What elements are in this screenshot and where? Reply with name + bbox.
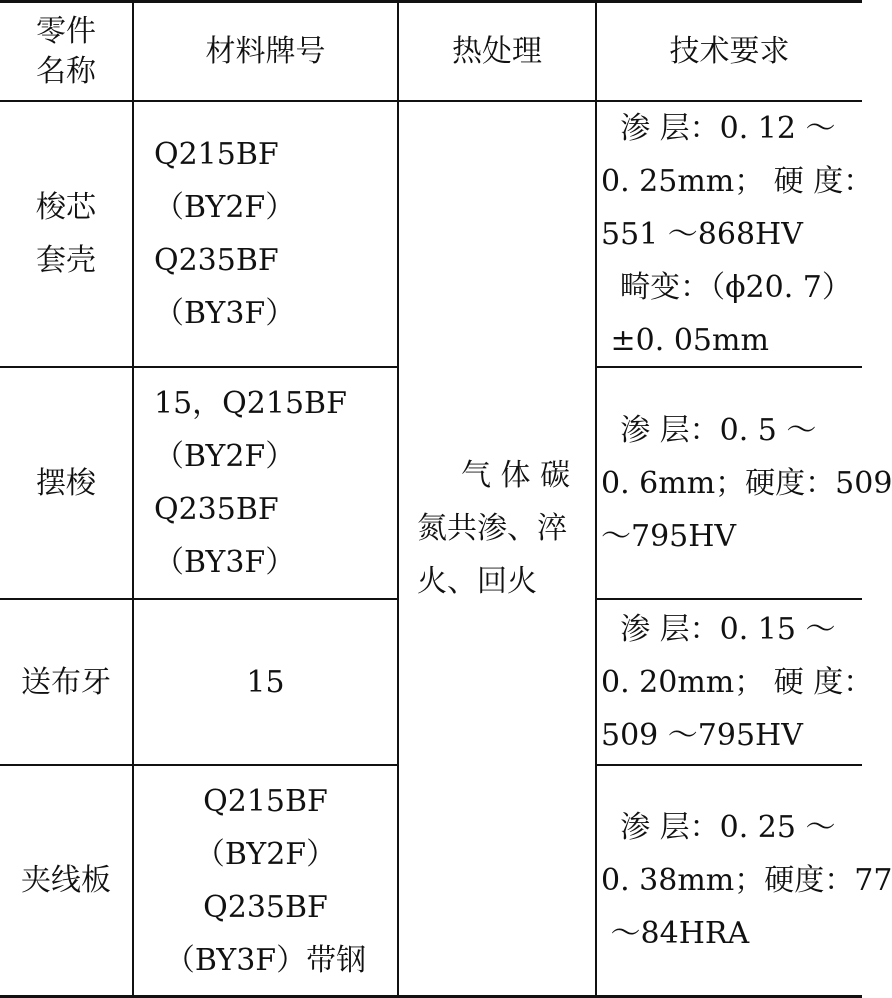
material-line: Q235BF [154, 243, 279, 278]
row1-part [0, 102, 132, 366]
row1-requirements [597, 102, 874, 366]
requirement-line: 渗 层：0. 15 ～ [601, 611, 836, 647]
material-line: 15，Q215BF [154, 386, 347, 421]
row2-requirements [597, 368, 892, 598]
header-part-name-line: 零件 [36, 13, 96, 49]
header-material [134, 3, 397, 100]
material-line: Q235BF [154, 492, 279, 527]
part-name-line: 摆梭 [36, 465, 96, 501]
heat-treatment-line: 火、回火 [417, 564, 537, 599]
requirement-line: 渗 层：0. 12 ～ [601, 110, 836, 146]
requirement-line: 渗 层：0. 25 ～ [601, 810, 836, 845]
heat-treatment-shared [399, 102, 595, 995]
requirement-line: 畸变：（ϕ20. 7） [601, 269, 852, 305]
row2-material [134, 368, 397, 598]
header-heat-treatment-label: 热处理 [452, 34, 542, 69]
header-part-name [0, 3, 132, 100]
part-name-line: 送布牙 [21, 664, 111, 700]
row3-part [0, 600, 132, 764]
material-line: （BY3F）带钢 [164, 942, 367, 978]
heat-treatment-line: 氮共渗、淬 [417, 511, 567, 546]
part-name-line: 夹线板 [21, 863, 111, 898]
requirement-line: 551 ～868HV [601, 216, 803, 252]
row1-material [134, 102, 397, 366]
row4-material [134, 766, 397, 995]
row4-requirements [597, 766, 892, 995]
header-requirements [597, 3, 862, 100]
header-material-label: 材料牌号 [205, 34, 326, 69]
row3-requirements [597, 600, 874, 764]
material-line: （BY3F） [154, 296, 296, 331]
requirement-line: 0. 6mm；硬度：509 [601, 465, 892, 501]
row2-part [0, 368, 132, 598]
material-line: Q215BF [154, 137, 279, 172]
material-line: （BY3F） [154, 545, 296, 580]
header-part-name-line: 名称 [36, 53, 96, 89]
material-line: （BY2F） [194, 836, 337, 872]
row4-part [0, 766, 132, 995]
material-line: （BY2F） [154, 439, 296, 474]
requirement-line: 0. 20mm； 硬 度： [601, 664, 874, 700]
requirement-line: ±0. 05mm [601, 322, 769, 358]
header-requirements-label: 技术要求 [669, 34, 790, 69]
material-line: Q215BF [203, 783, 328, 819]
part-name-line: 梭芯 [36, 190, 96, 225]
heat-treatment-line: 气 体 碳 [461, 458, 571, 493]
material-line: （BY2F） [154, 190, 296, 225]
requirement-line: ～84HRA [601, 916, 750, 951]
requirement-line: 0. 25mm； 硬 度： [601, 163, 874, 199]
header-heat-treatment [399, 3, 595, 100]
row3-material [134, 600, 397, 764]
material-line: Q235BF [203, 889, 328, 925]
material-line: 15 [246, 664, 285, 700]
requirement-line: ～795HV [601, 518, 737, 554]
part-name-line: 套壳 [36, 243, 96, 278]
requirement-line: 0. 38mm；硬度：77 [601, 863, 892, 898]
requirement-line: 渗 层：0. 5 ～ [601, 412, 817, 448]
requirement-line: 509 ～795HV [601, 717, 803, 753]
